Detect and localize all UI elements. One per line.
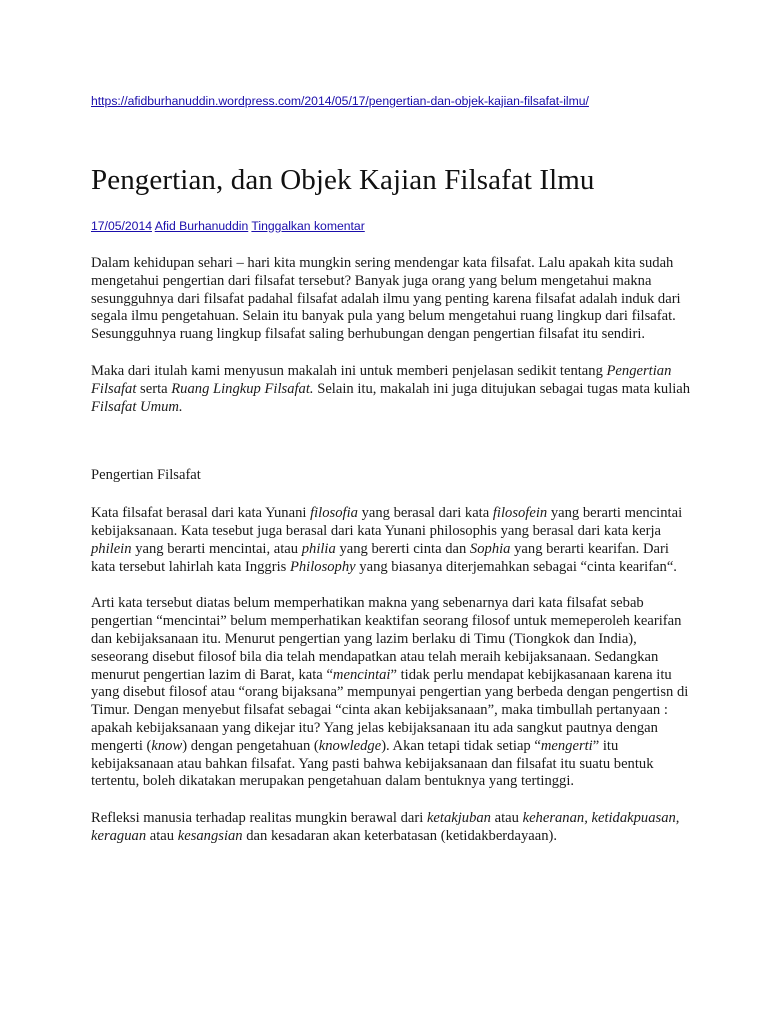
post-date-link[interactable]: 17/05/2014: [91, 219, 152, 233]
paragraph-meaning: Arti kata tersebut diatas belum memperhatikan makna yang sebenarnya dari kata filsafat sebab pengertian “mencintai” belum memperhatikan keaktifan seorang filosof untuk memeperoleh kearifan dan kebijaksanaan itu. Menurut pengertian yang lazim berlaku di Timu (Tiongkok dan India), seseorang disebut filosof bila dia telah mendapatkan atau telah meraih kebijaksanaan. Sedangkan menurut pengertian lazim di Barat, kata “mencintai” tidak perlu mendapat kebijkasanaan karena itu yang disebut filosof atau “orang bijaksana” mempunyai pengertian yang berbeda dengan pengertisn di Timur. Dengan menyebut filsafat sebagai “cinta akan kebijaksanaan”, maka timbullah pertanyaan : apakah kebijaksanaan yang dikejar itu? Yang jelas kebijaksanaan itu ada sangkut pautnya dengan mengerti (know) dengan pengetahuan (knowledge). Akan tetapi tidak setiap “mengerti” itu kebijaksanaan atau bahkan filsafat. Yang pasti bahwa kebijaksanaan dan filsafat itu suatu bentuk tertentu, boleh dikatakan merupakan pengetahuan dalam bentuknya yang tertinggi.: [91, 595, 689, 790]
post-meta: [91, 219, 365, 233]
author-link[interactable]: Afid Burhanuddin: [154, 219, 249, 233]
article-title: Pengertian, dan Objek Kajian Filsafat Ilmu: [91, 164, 595, 196]
section-heading: Pengertian Filsafat: [91, 467, 201, 484]
paragraph-intro: Dalam kehidupan sehari – hari kita mungkin sering mendengar kata filsafat. Lalu apakah kita sudah mengetahui pengertian dari filsafat tersebut? Banyak juga orang yang belum mengetahui makna sesungguhnya dari filsafat padahal filsafat adalah ilmu yang penting karena filsafat adalah induk dari segala ilmu pengetahuan. Selain itu banyak pula yang belum mengetahui ruang lingkup dari filsafat. Sesungguhnya ruang lingkup filsafat saling berhubungan dengan pengertian filsafat itu sendiri.: [91, 255, 681, 343]
article-body: [91, 255, 691, 846]
paragraph-etymology: Kata filsafat berasal dari kata Yunani filosofia yang berasal dari kata filosofein yang berarti mencintai kebijaksanaan. Kata tesebut juga berasal dari kata Yunani philosophis yang berasal dari kata kerja philein yang berarti mencintai, atau philia yang bererti cinta dan Sophia yang berarti kearifan. Dari kata tersebut lahirlah kata Inggris Philosophy yang biasanya diterjemahkan sebagai “cinta kearifan“.: [91, 505, 683, 575]
paragraph-reflection: Refleksi manusia terhadap realitas mungkin berawal dari ketakjuban atau keheranan, ketidakpuasan, keraguan atau kesangsian dan kesadaran akan keterbatasan (ketidakberdayaan).: [91, 810, 680, 844]
source-url-link[interactable]: https://afidburhanuddin.wordpress.com/2014/05/17/pengertian-dan-objek-kajian-filsafat-ilmu/: [91, 94, 589, 108]
paragraph-purpose: Maka dari itulah kami menyusun makalah ini untuk memberi penjelasan sedikit tentang Pengertian Filsafat serta Ruang Lingkup Filsafat. Selain itu, makalah ini juga ditujukan sebagai tugas mata kuliah Filsafat Umum.: [91, 362, 691, 415]
comment-link[interactable]: Tinggalkan komentar: [251, 219, 365, 233]
